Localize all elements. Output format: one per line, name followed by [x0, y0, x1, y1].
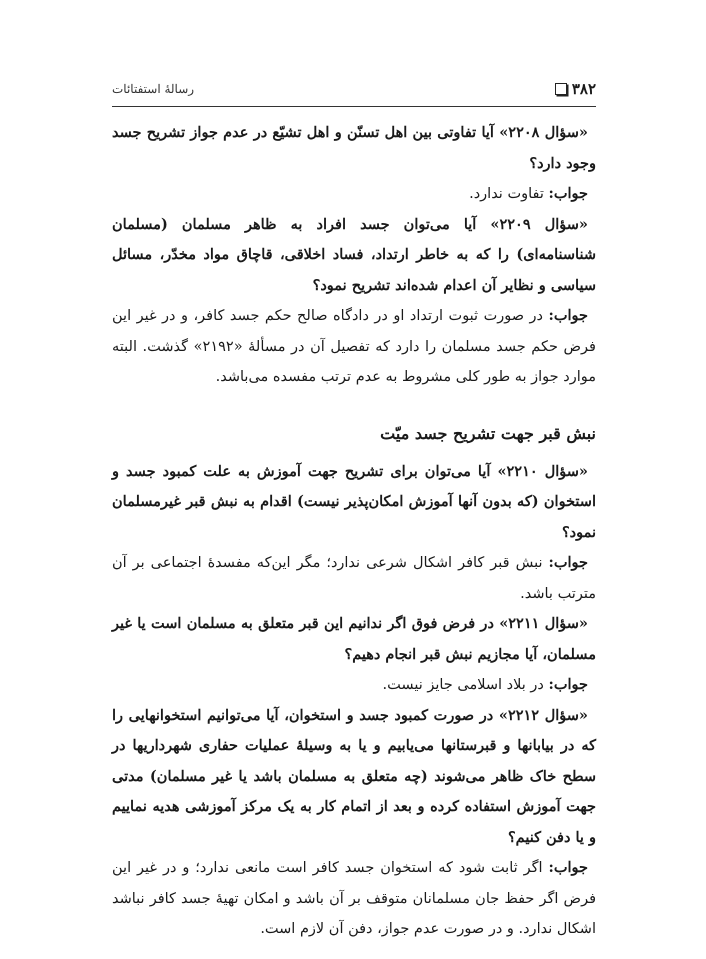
answer-text: تفاوت ندارد. [469, 186, 549, 202]
answer-2210 [112, 548, 596, 609]
answer-text: در صورت ثبوت ارتداد او در دادگاه صالح حکم جسد کافر، و در غیر این فرض حکم جسد مسلمان را دارد که تفصیل آن در مسألهٔ «۲۱۹۲» گذشت. البته موارد جواز به طور کلی مشروط به عدم ترتب مفسده می‌باشد. [112, 308, 596, 385]
answer-label: جواب: [548, 307, 588, 324]
page-number: ۳۸۲ [571, 80, 596, 98]
page-content [112, 118, 596, 945]
question-2208: «سؤال ۲۲۰۸» آیا تفاوتی بین اهل تسنّن و اهل تشیّع در عدم جواز تشریح جسد وجود دارد؟ [112, 124, 596, 172]
answer-label: جواب: [548, 185, 588, 202]
question-2211: «سؤال ۲۲۱۱» در فرض فوق اگر ندانیم این قبر متعلق به مسلمان است یا غیر مسلمان، آیا مجازیم نبش قبر انجام دهیم؟ [112, 615, 596, 663]
page-number-group [555, 80, 596, 98]
header-rule [112, 106, 596, 107]
section-title: نبش قبر جهت تشریح جسد میّت [380, 423, 596, 443]
question-2210: «سؤال ۲۲۱۰» آیا می‌توان برای تشریح جهت آموزش به علت کمبود جسد و استخوان (که بدون آنها آموزش امکان‌پذیر نیست) اقدام به نبش قبر غیرمسلمان نمود؟ [112, 462, 596, 541]
answer-2211 [112, 670, 596, 701]
page-marker-icon [555, 83, 567, 95]
answer-text: نبش قبر کافر اشکال شرعی ندارد؛ مگر این‌که مفسدهٔ اجتماعی بر آن مترتب باشد. [112, 555, 596, 602]
answer-2208 [112, 179, 596, 210]
answer-label: جواب: [548, 676, 588, 693]
page-header [112, 78, 596, 100]
answer-2209 [112, 301, 596, 393]
answer-text: در بلاد اسلامی جایز نیست. [382, 677, 549, 693]
answer-2212 [112, 853, 596, 945]
running-title: رسالهٔ استفتائات [112, 82, 195, 96]
answer-text: اگر ثابت شود که استخوان جسد کافر است مانعی ندارد؛ و در غیر این فرض اگر حفظ جان مسلمانان متوقف بر آن باشد و امکان تهیهٔ جسد کافر نباشد اشکال ندارد. و در صورت عدم جواز، دفن آن لازم است. [112, 860, 596, 937]
question-2212: «سؤال ۲۲۱۲» در صورت کمبود جسد و استخوان، آیا می‌توانیم استخوانهایی را که در بیابانها و قبرستانها می‌یابیم و یا به وسیلهٔ عملیات حفاری شهرداریها در سطح خاک ظاهر می‌شوند (چه متعلق به مسلمان باشد یا غیر مسلمان) مدتی جهت آموزش استفاده کرده و بعد از اتمام کار به یک مرکز آموزشی هدیه نماییم و یا دفن کنیم؟ [112, 706, 596, 846]
answer-label: جواب: [548, 859, 588, 876]
question-2209: «سؤال ۲۲۰۹» آیا می‌توان جسد افراد به ظاهر مسلمان (مسلمان شناسنامه‌ای) را که به خاطر ارتداد، فساد اخلاقی، قاچاق مواد مخدّر، مسائل سیاسی و نظایر آن اعدام شده‌اند تشریح نمود؟ [112, 215, 596, 294]
answer-label: جواب: [548, 554, 588, 571]
